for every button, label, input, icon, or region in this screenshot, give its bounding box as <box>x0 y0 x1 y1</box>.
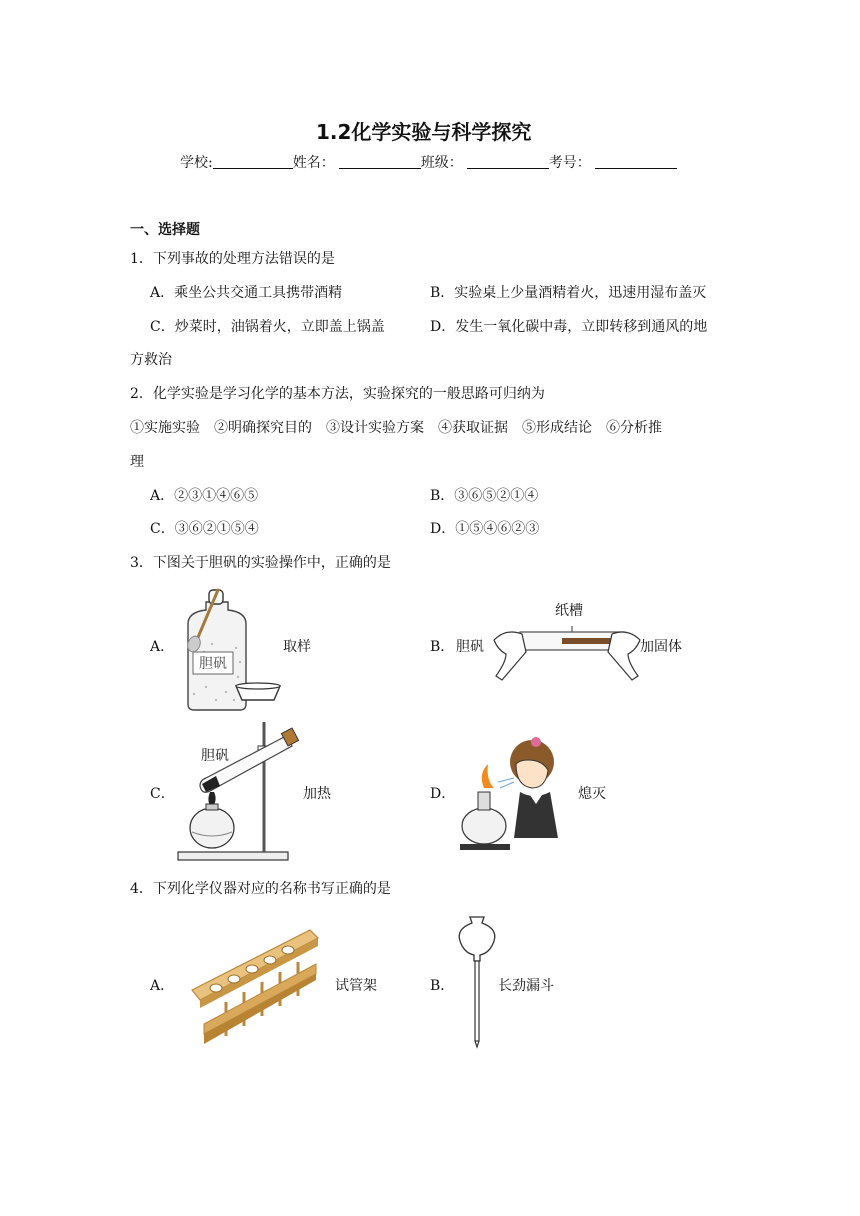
q4-stem: 4．下列化学仪器对应的名称书写正确的是 <box>130 881 391 897</box>
q3-b-left-label: 胆矾 <box>456 639 484 655</box>
q2-option-a[interactable]: A．②③①④⑥⑤ <box>150 488 259 504</box>
exam-label: 考号： <box>548 155 591 171</box>
q4-option-a-letter[interactable]: A． <box>150 978 175 994</box>
q3-stem: 3．下图关于胆矾的实验操作中，正确的是 <box>130 555 391 571</box>
student-info-line <box>180 152 677 172</box>
long-neck-funnel-figure <box>454 913 504 1049</box>
name-label: 姓名： <box>292 155 335 171</box>
page-title: 1.2化学实验与科学探究 <box>316 120 532 144</box>
q3-option-c-caption: 加热 <box>303 786 331 802</box>
q3-c-top-label: 胆矾 <box>201 748 229 764</box>
q1-option-d[interactable]: D．发生一氧化碳中毒，立即转移到通风的地 <box>430 319 708 335</box>
reagent-bottle-spoon-figure <box>176 582 286 712</box>
exam-blank[interactable] <box>595 154 677 169</box>
school-label: 学校: <box>180 155 213 171</box>
q2-steps: ①实施实验 ②明确探究目的 ③设计实验方案 ④获取证据 ⑤形成结论 ⑥分析推 <box>130 420 662 436</box>
q3-option-a-caption: 取样 <box>283 639 311 655</box>
section-heading: 一、选择题 <box>130 222 200 238</box>
test-tube-rack-figure <box>190 928 320 1048</box>
class-blank[interactable] <box>467 154 549 169</box>
q1-option-d-continued: 方救治 <box>130 352 172 368</box>
heating-stand-figure <box>176 718 306 863</box>
q2-stem: 2．化学实验是学习化学的基本方法，实验探究的一般思路可归纳为 <box>130 386 545 402</box>
q1-option-c[interactable]: C．炒菜时，油锅着火，立即盖上锅盖 <box>150 319 385 335</box>
q3-option-b-caption: 加固体 <box>640 639 682 655</box>
bottle-label: 胆矾 <box>199 656 227 672</box>
q1-stem: 1．下列事故的处理方法错误的是 <box>130 251 335 267</box>
q3-b-top-label: 纸槽 <box>555 603 583 619</box>
q4-option-b-letter[interactable]: B． <box>430 978 455 994</box>
q4-option-b-caption: 长劲漏斗 <box>498 978 554 994</box>
q2-option-c[interactable]: C．③⑥②①⑤④ <box>150 521 259 537</box>
q3-option-c-letter[interactable]: C． <box>150 786 175 802</box>
girl-blowing-lamp-figure <box>458 734 578 854</box>
q2-option-b[interactable]: B．③⑥⑤②①④ <box>430 488 539 504</box>
q2-option-d[interactable]: D．①⑤④⑥②③ <box>430 521 540 537</box>
q4-option-a-caption: 试管架 <box>335 978 377 994</box>
name-blank[interactable] <box>339 154 421 169</box>
q3-option-b-letter[interactable]: B． <box>430 639 455 655</box>
test-tube-paper-trough-figure <box>492 610 642 690</box>
q3-option-d-letter[interactable]: D． <box>430 786 456 802</box>
q3-option-d-caption: 熄灭 <box>578 786 606 802</box>
q1-option-b[interactable]: B．实验桌上少量酒精着火，迅速用湿布盖灭 <box>430 285 707 301</box>
school-blank[interactable] <box>213 154 293 169</box>
q2-steps-continued: 理 <box>130 454 144 470</box>
q1-option-a[interactable]: A．乘坐公共交通工具携带酒精 <box>150 285 343 301</box>
class-label: 班级： <box>420 155 463 171</box>
q3-option-a-letter[interactable]: A． <box>150 639 175 655</box>
